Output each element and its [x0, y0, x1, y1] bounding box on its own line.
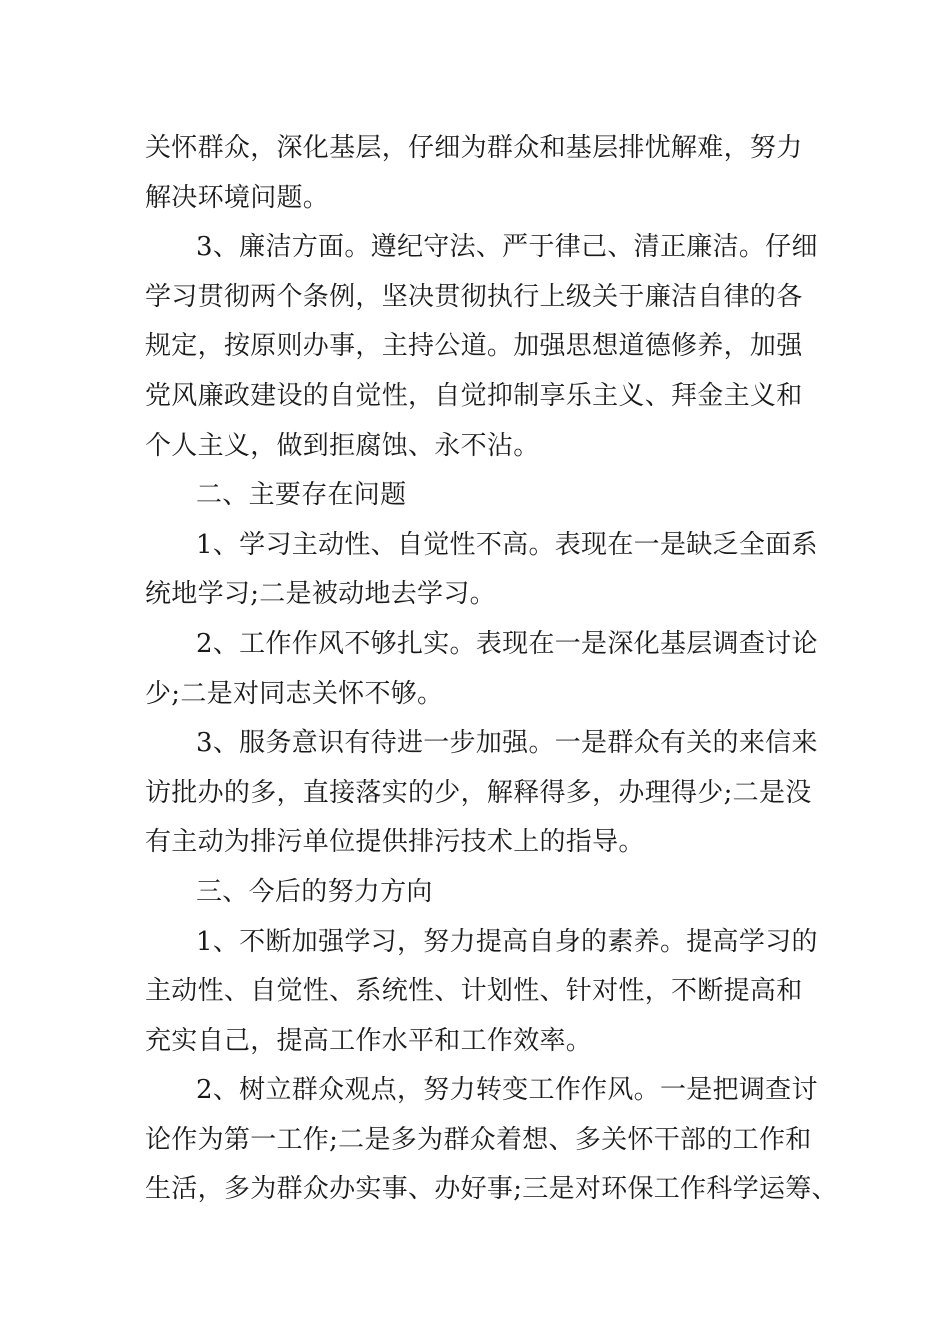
- text-line: 规定，按原则办事，主持公道。加强思想道德修养，加强: [145, 331, 803, 362]
- text-line: 解决环境问题。: [145, 182, 330, 213]
- text-line: 3、廉洁方面。遵纪守法、严于律己、清正廉洁。仔细: [196, 232, 818, 263]
- text-line: 2、树立群众观点，努力转变工作作风。一是把调查讨: [196, 1075, 818, 1106]
- text-line: 少;二是对同志关怀不够。: [145, 678, 444, 709]
- section-heading: 二、主要存在问题: [196, 480, 407, 511]
- text-line: 1、学习主动性、自觉性不高。表现在一是缺乏全面系: [196, 529, 818, 560]
- text-line: 关怀群众，深化基层，仔细为群众和基层排忧解难，努力: [145, 133, 803, 163]
- text-line: 论作为第一工作;二是多为群众着想、多关怀干部的工作和: [145, 1124, 812, 1155]
- text-line: 3、服务意识有待进一步加强。一是群众有关的来信来: [196, 728, 818, 759]
- text-line: 有主动为排污单位提供排污技术上的指导。: [145, 827, 645, 858]
- section-heading: 三、今后的努力方向: [196, 876, 433, 907]
- text-line: 学习贯彻两个条例，坚决贯彻执行上级关于廉洁自律的各: [145, 281, 803, 312]
- text-line: 生活，多为群众办实事、办好事;三是对环保工作科学运筹、: [145, 1174, 838, 1205]
- text-line: 主动性、自觉性、系统性、计划性、针对性，不断提高和: [145, 976, 803, 1007]
- document-body: [145, 124, 838, 1215]
- text-line: 2、工作作风不够扎实。表现在一是深化基层调查讨论: [196, 628, 818, 659]
- text-line: 访批办的多，直接落实的少，解释得多，办理得少;二是没: [145, 777, 812, 808]
- text-line: 充实自己，提高工作水平和工作效率。: [145, 1025, 593, 1056]
- text-line: 1、不断加强学习，努力提高自身的素养。提高学习的: [196, 926, 818, 957]
- text-line: 个人主义，做到拒腐蚀、永不沾。: [145, 430, 540, 461]
- text-line: 党风廉政建设的自觉性，自觉抑制享乐主义、拜金主义和: [145, 380, 803, 411]
- text-line: 统地学习;二是被动地去学习。: [145, 579, 496, 610]
